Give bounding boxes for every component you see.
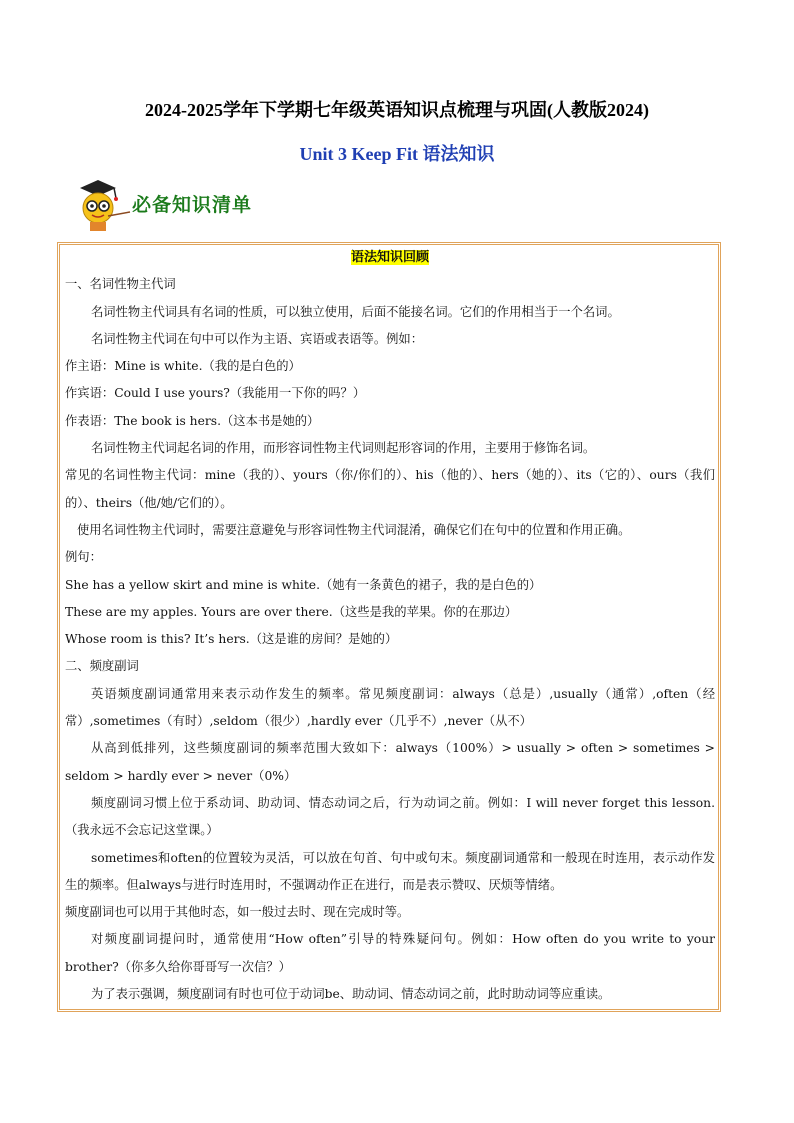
section-heading: 一、名词性物主代词 xyxy=(65,277,176,292)
example-line: These are my apples. Yours are over there.（这些是我的苹果。你的在那边） xyxy=(65,604,518,619)
page-title: 2024-2025学年下学期七年级英语知识点梳理与巩固(人教版2024) xyxy=(145,100,649,120)
page-subtitle: Unit 3 Keep Fit 语法知识 xyxy=(299,144,495,164)
paragraph: 从高到低排列，这些频度副词的频率范围大致如下：always（100%）> usually > often > sometimes > seldom > hardly ever > never（0%） xyxy=(65,741,715,783)
grammar-review-content xyxy=(65,244,715,1008)
example-line: Whose room is this? It’s hers.（这是谁的房间？是她的） xyxy=(65,632,398,647)
example-line: 作表语：The book is hers.（这本书是她的） xyxy=(65,413,320,428)
example-line: 作宾语：Could I use yours?（我能用一下你的吗？） xyxy=(65,386,366,401)
section-banner xyxy=(70,176,330,232)
banner-label: 必备知识清单 xyxy=(132,194,253,216)
paragraph: 频度副词也可以用于其他时态，如一般过去时、现在完成时等。 xyxy=(65,905,410,920)
example-line: She has a yellow skirt and mine is white.（她有一条黄色的裙子，我的是白色的） xyxy=(65,577,542,592)
section-heading: 二、频度副词 xyxy=(65,659,139,674)
paragraph: 为了表示强调，频度副词有时也可位于动词be、助动词、情态动词之前，此时助动词等应重读。 xyxy=(91,987,611,1002)
paragraph: 名词性物主代词在句中可以作为主语、宾语或表语等。例如： xyxy=(91,331,424,346)
example-line: 作主语：Mine is white.（我的是白色的） xyxy=(65,359,301,374)
scholar-mascot-icon xyxy=(70,176,132,232)
paragraph: sometimes和often的位置较为灵活，可以放在句首、句中或句末。频度副词通常和一般现在时连用，表示动作发生的频率。但always与进行时连用时，不强调动作正在进行，而是表示赞叹、厌烦等情绪。 xyxy=(65,850,715,892)
paragraph: 对频度副词提问时，通常使用“How often”引导的特殊疑问句。例如：How often do you write to your brother?（你多久给你哥哥写一次信？） xyxy=(65,932,715,974)
paragraph: 常见的名词性物主代词：mine（我的）、yours（你/你们的）、his（他的）、hers（她的）、its（它的）、ours（我们的）、theirs（他/她/它们的）。 xyxy=(65,468,715,510)
paragraph: 名词性物主代词起名词的作用，而形容词性物主代词则起形容词的作用，主要用于修饰名词。 xyxy=(91,441,596,456)
example-heading: 例句： xyxy=(65,550,102,565)
paragraph: 英语频度副词通常用来表示动作发生的频率。常见频度副词：always（总是）,usually（通常）,often（经常）,sometimes（有时）,seldom（很少）,hardly ever（几乎不）,never（从不） xyxy=(65,686,715,729)
box-title: 语法知识回顾 xyxy=(350,250,429,265)
paragraph: 名词性物主代词具有名词的性质，可以独立使用，后面不能接名词。它们的作用相当于一个名词。 xyxy=(91,304,620,319)
paragraph: 使用名词性物主代词时，需要注意避免与形容词性物主代词混淆，确保它们在句中的位置和作用正确。 xyxy=(77,522,631,537)
paragraph: 频度副词习惯上位于系动词、助动词、情态动词之后，行为动词之前。例如：I will never forget this lesson.（我永远不会忘记这堂课。） xyxy=(65,795,715,838)
